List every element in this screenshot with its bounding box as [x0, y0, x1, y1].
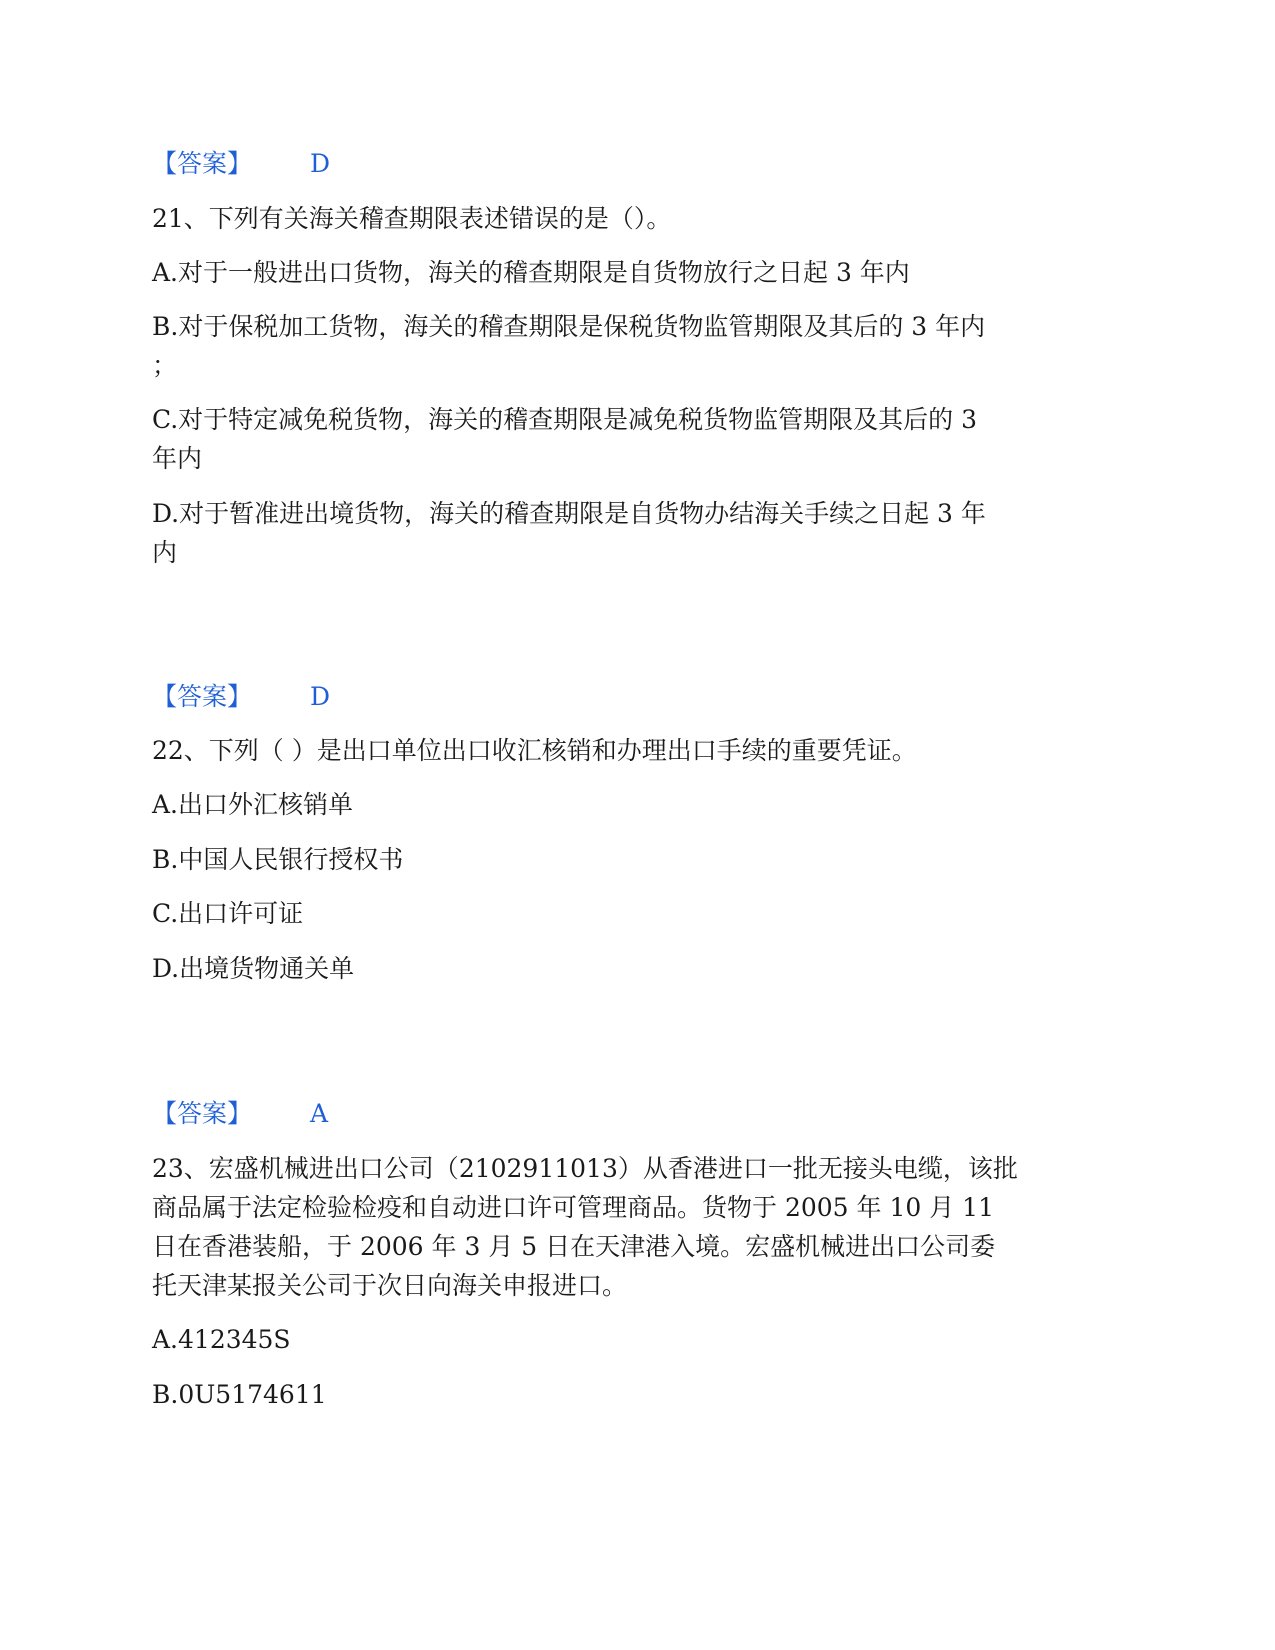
option-b: B.对于保税加工货物，海关的稽查期限是保税货物监管期限及其后的 3 年内	[152, 312, 986, 341]
answer-value: A	[310, 1099, 329, 1128]
answer-value: D	[310, 149, 331, 178]
option-b: B.中国人民银行授权书	[152, 845, 404, 874]
option-d: D.出境货物通关单	[152, 954, 355, 983]
question-stem-line: 商品属于法定检验检疫和自动进口许可管理商品。货物于 2005 年 10 月 11	[152, 1193, 994, 1222]
question-stem-line: 日在香港装船，于 2006 年 3 月 5 日在天津港入境。宏盛机械进出口公司委	[152, 1232, 996, 1261]
answer-line	[152, 144, 552, 184]
answer-line	[152, 1094, 552, 1134]
option-d: D.对于暂准进出境货物，海关的稽查期限是自货物办结海关手续之日起 3 年	[152, 499, 986, 528]
question-stem-line: 23、宏盛机械进出口公司（2102911013）从香港进口一批无接头电缆，该批	[152, 1154, 1018, 1183]
answer-label: 【答案】	[152, 1099, 253, 1128]
option-a: A.对于一般进出口货物，海关的稽查期限是自货物放行之日起 3 年内	[152, 258, 910, 287]
answer-line	[152, 677, 552, 717]
option-b: B.0U5174611	[152, 1380, 327, 1409]
option-c-continuation: 年内	[152, 444, 203, 473]
question-stem: 21、下列有关海关稽查期限表述错误的是（）。	[152, 204, 672, 233]
option-d-continuation: 内	[152, 538, 178, 567]
option-a: A.412345S	[152, 1325, 291, 1354]
option-c: C.对于特定减免税货物，海关的稽查期限是减免税货物监管期限及其后的 3	[152, 405, 978, 434]
option-a: A.出口外汇核销单	[152, 790, 354, 819]
option-b-continuation: ；	[152, 351, 178, 380]
question-stem-line: 托天津某报关公司于次日向海关申报进口。	[152, 1271, 628, 1300]
option-c: C.出口许可证	[152, 899, 304, 928]
answer-label: 【答案】	[152, 682, 253, 711]
question-stem: 22、下列（ ）是出口单位出口收汇核销和办理出口手续的重要凭证。	[152, 736, 917, 765]
answer-label: 【答案】	[152, 149, 253, 178]
answer-value: D	[310, 682, 331, 711]
